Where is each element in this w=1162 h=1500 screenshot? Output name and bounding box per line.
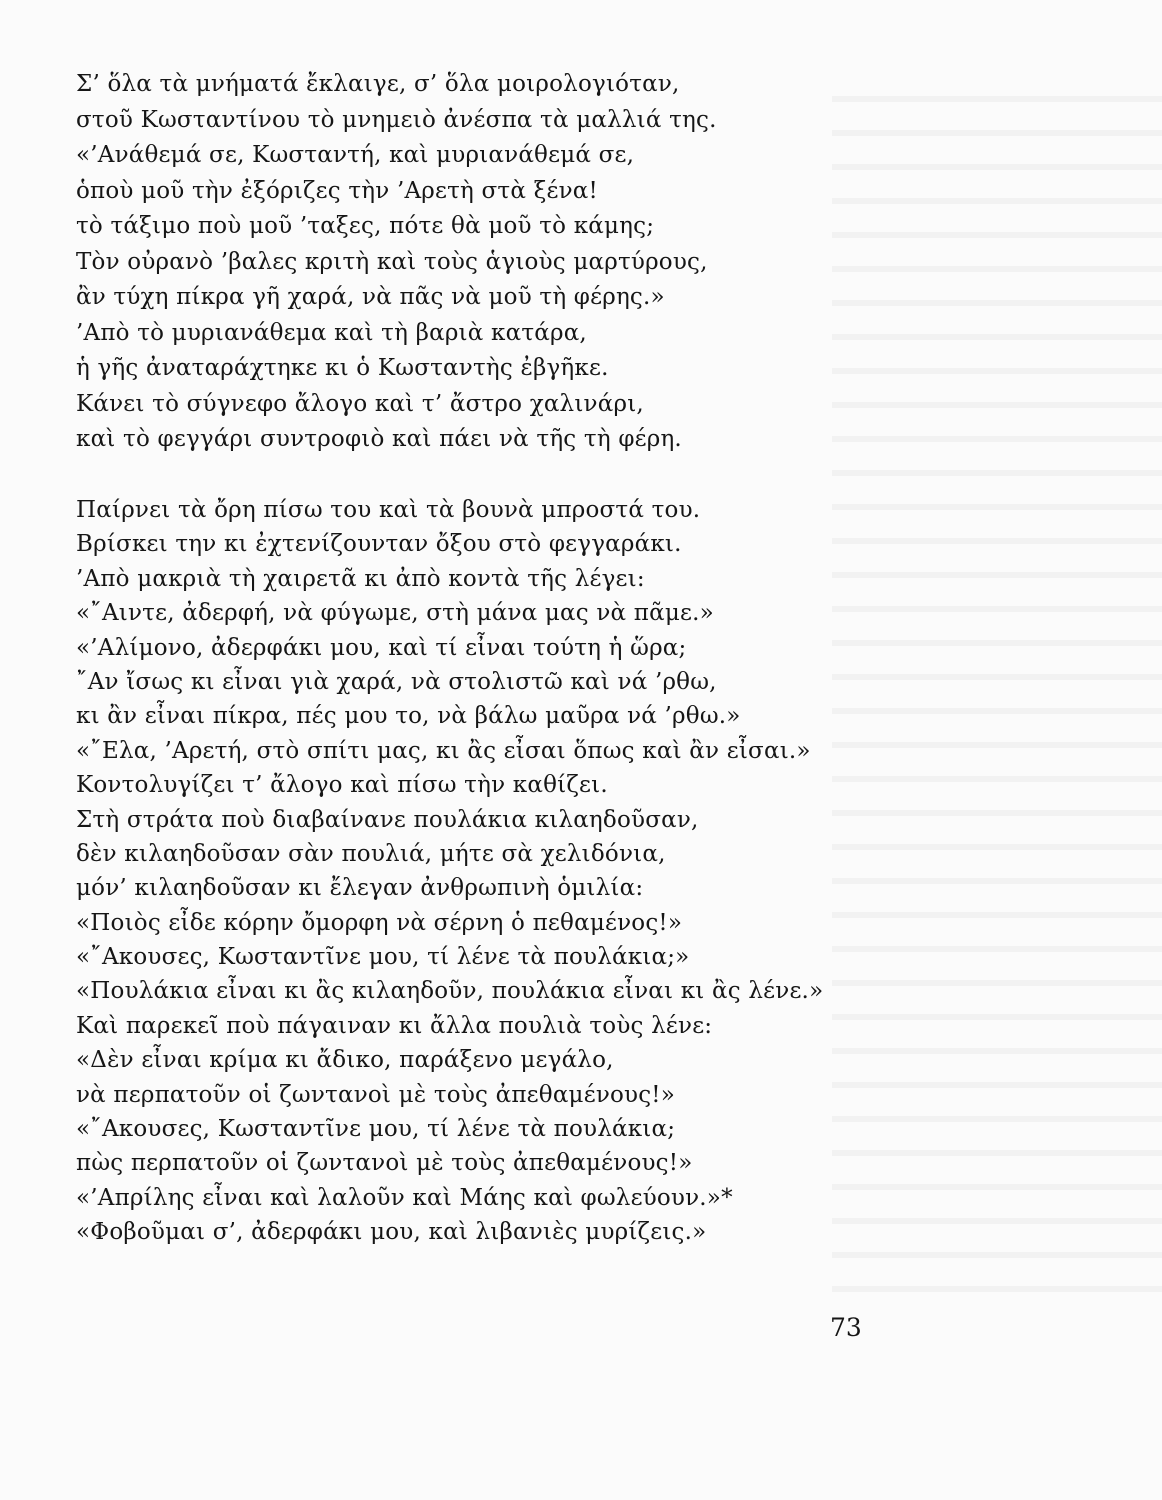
verse-line: «Ποιὸς εἶδε κόρην ὄμορφη νὰ σέρνη ὁ πεθαμένος!» xyxy=(76,909,683,936)
verse-line: πὼς περπατοῦν οἱ ζωντανοὶ μὲ τοὺς ἀπεθαμένους!» xyxy=(76,1150,693,1177)
verse-line: «’Αλίμονο, ἀδερφάκι μου, καὶ τί εἶναι τούτη ἡ ὥρα; xyxy=(76,634,687,661)
verse-line: Τὸν οὐρανὸ ’βαλες κριτὴ καὶ τοὺς ἁγιοὺς μαρτύρους, xyxy=(76,248,708,275)
verse-line: ἡ γῆς ἀναταράχτηκε κι ὁ Κωσταντὴς ἐβγῆκε. xyxy=(76,355,609,381)
page-number: 73 xyxy=(830,1313,862,1342)
verse-line: «῎Ελα, ’Αρετή, στὸ σπίτι μας, κι ἂς εἶσαι ὅπως καὶ ἂν εἶσαι.» xyxy=(76,737,811,764)
verse-line: «῎Ακουσες, Κωσταντῖνε μου, τί λένε τὰ πουλάκια;» xyxy=(76,944,690,971)
verse-line: μόν’ κιλαηδοῦσαν κι ἔλεγαν ἀνθρωπινὴ ὁμιλία: xyxy=(76,875,644,902)
verse-line: στοῦ Κωσταντίνου τὸ μνημειὸ ἀνέσπα τὰ μαλλιά της. xyxy=(76,106,717,133)
poem-stanza-2 xyxy=(76,493,876,1250)
verse-line: κι ἂν εἶναι πίκρα, πές μου το, νὰ βάλω μαῦρα νά ’ρθω.» xyxy=(76,703,741,730)
verse-line: «Πουλάκια εἶναι κι ἂς κιλαηδοῦν, πουλάκια εἶναι κι ἂς λένε.» xyxy=(76,978,824,1005)
poem-stanza-1 xyxy=(76,67,876,458)
verse-line: «῎Ακουσες, Κωσταντῖνε μου, τί λένε τὰ πουλάκια; xyxy=(76,1116,676,1143)
verse-line: Στὴ στράτα ποὺ διαβαίνανε πουλάκια κιλαηδοῦσαν, xyxy=(76,806,699,833)
verse-line: «Δὲν εἶναι κρίμα κι ἄδικο, παράξενο μεγάλο, xyxy=(76,1047,614,1074)
verse-line: νὰ περπατοῦν οἱ ζωντανοὶ μὲ τοὺς ἀπεθαμένους!» xyxy=(76,1081,676,1108)
verse-line: Βρίσκει την κι ἐχτενίζουνταν ὄξου στὸ φεγγαράκι. xyxy=(76,531,682,558)
verse-line: Καὶ παρεκεῖ ποὺ πάγαιναν κι ἄλλα πουλιὰ τοὺς λένε: xyxy=(76,1012,713,1039)
verse-line: τὸ τάξιμο ποὺ μοῦ ’ταξες, πότε θὰ μοῦ τὸ κάμης; xyxy=(76,213,655,239)
verse-line: «’Απρίλης εἶναι καὶ λαλοῦν καὶ Μάης καὶ φωλεύουν.»* xyxy=(76,1184,733,1211)
verse-line: ’Απὸ μακριὰ τὴ χαιρετᾶ κι ἀπὸ κοντὰ τῆς λέγει: xyxy=(76,565,645,592)
verse-line: ’Απὸ τὸ μυριανάθεμα καὶ τὴ βαριὰ κατάρα, xyxy=(76,319,587,346)
verse-line: ῎Αν ἴσως κι εἶναι γιὰ χαρά, νὰ στολιστῶ καὶ νά ’ρθω, xyxy=(76,668,717,695)
verse-line: Κοντολυγίζει τ’ ἄλογο καὶ πίσω τὴν καθίζει. xyxy=(76,772,608,799)
verse-line: «’Ανάθεμά σε, Κωσταντή, καὶ μυριανάθεμά σε, xyxy=(76,142,635,168)
verse-line: ὁποὺ μοῦ τὴν ἐξόριζες τὴν ’Αρετὴ στὰ ξένα! xyxy=(76,177,598,204)
verse-line: «῎Αιντε, ἀδερφή, νὰ φύγωμε, στὴ μάνα μας νὰ πᾶμε.» xyxy=(76,600,714,627)
verse-line: Σ’ ὅλα τὰ μνήματά ἔκλαιγε, σ’ ὅλα μοιρολογιόταν, xyxy=(76,71,680,97)
verse-line: δὲν κιλαηδοῦσαν σὰν πουλιά, μήτε σὰ χελιδόνια, xyxy=(76,840,666,867)
verse-line: καὶ τὸ φεγγάρι συντροφιὸ καὶ πάει νὰ τῆς τὴ φέρη. xyxy=(76,426,682,452)
verse-line: Παίρνει τὰ ὄρη πίσω του καὶ τὰ βουνὰ μπροστά του. xyxy=(76,497,701,523)
verse-line: ἂν τύχη πίκρα γῆ χαρά, νὰ πᾶς νὰ μοῦ τὴ φέρης.» xyxy=(76,284,665,310)
show-through-texture xyxy=(832,80,1162,1310)
verse-line: Κάνει τὸ σύγνεφο ἄλογο καὶ τ’ ἄστρο χαλινάρι, xyxy=(76,390,644,417)
verse-line: «Φοβοῦμαι σ’, ἀδερφάκι μου, καὶ λιβανιὲς μυρίζεις.» xyxy=(76,1219,707,1246)
